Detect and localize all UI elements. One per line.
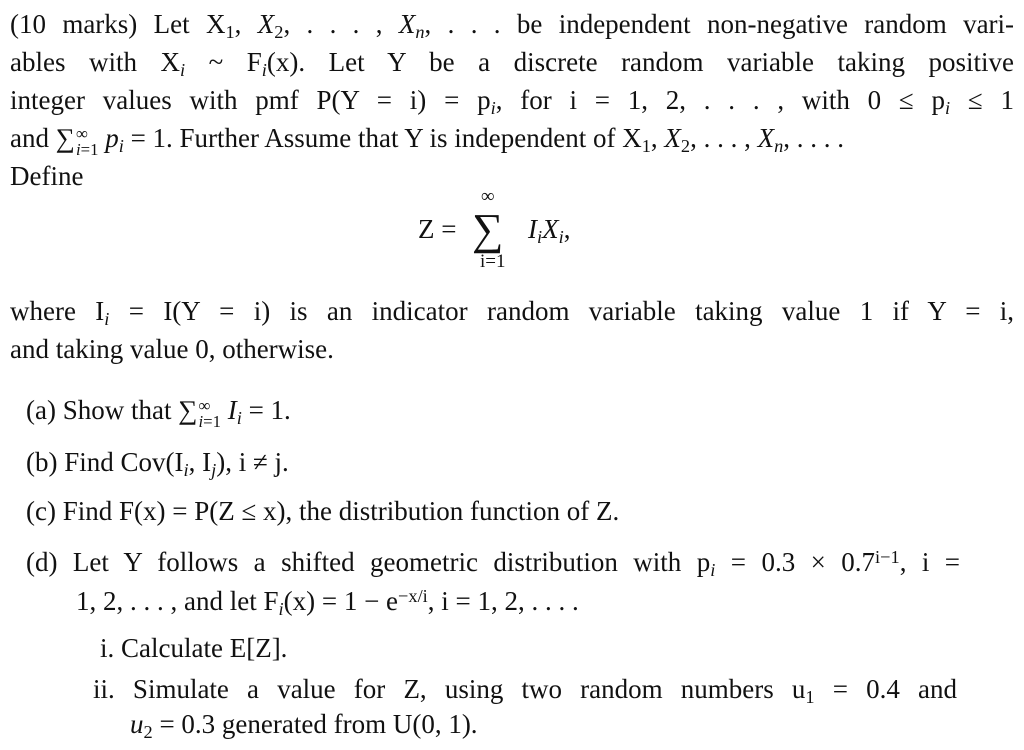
where-line-1: where $I_i = I(Y = i)$ is an indicator random variable taking value 1 if Y = i, [10,296,1015,330]
part-d-i: i. Calculate E[Z]. [100,633,288,663]
part-d-line-2: 1, 2, . . . , and let $F_i(x) = 1 - e^{-x/i}$, i = 1, 2, . . . . [76,586,579,620]
part-b-label: (b) [26,447,58,477]
part-d-label: (d) [26,547,58,577]
part-a: (a) Show that ∑ ∞ i=1 $I_i = 1$. [26,395,291,431]
part-d-ii-line-1: ii. Simulate a value for Z, using two random numbers $u_1 = 0.4$ and [93,674,958,708]
display-equation [0,186,1024,280]
part-a-label: (a) [26,395,56,425]
marks-label: (10 marks) [10,9,138,39]
summation-symbol: ∑ [472,205,504,254]
problem-line-5: Define [10,161,84,191]
problem-line-2: ables with $X_i$ ~ $F_i(x)$. Let Y be a discrete random variable taking positive [10,47,1015,81]
part-d-ii-label: ii. [93,674,115,704]
part-c-label: (c) [26,496,56,526]
part-d-ii-line-2: $u_2 = 0.3$ generated from U(0, 1). [130,709,478,743]
part-b: (b) Find $Cov(I_i$, $I_j$), i ≠ j. [26,447,289,481]
equation-rhs: $I_iX_i$, [528,214,571,248]
equation-lhs: Z = [418,214,457,244]
part-c: (c) Find F(x) = P(Z ≤ x), the distribution function of Z. [26,496,620,526]
sum-upper-limit: ∞ [481,186,495,207]
sum-lower-limit: i=1 [480,251,506,272]
problem-line-4: and ∑ ∞ i=1 $p_i = 1$. Further Assume that Y is independent of $X_1$, $X_2$, . . . , $X_n$, . . . . [10,123,845,159]
where-line-2: and taking value 0, otherwise. [10,334,334,364]
problem-line-3: integer values with pmf $P(Y = i) = p_i$, for i = 1, 2, . . . , with $0 \le p_i \le 1$ [10,85,1015,119]
part-d-i-label: i. [100,633,115,663]
part-d-line-1: (d) Let Y follows a shifted geometric distribution with $p_i = 0.3 \times 0.7^{i-1}$, i = [26,547,961,581]
problem-line-1: (10 marks) Let $X_1$, $X_2$, . . . , $X_n$, . . . be independent non-negative random vari- [10,9,1015,43]
